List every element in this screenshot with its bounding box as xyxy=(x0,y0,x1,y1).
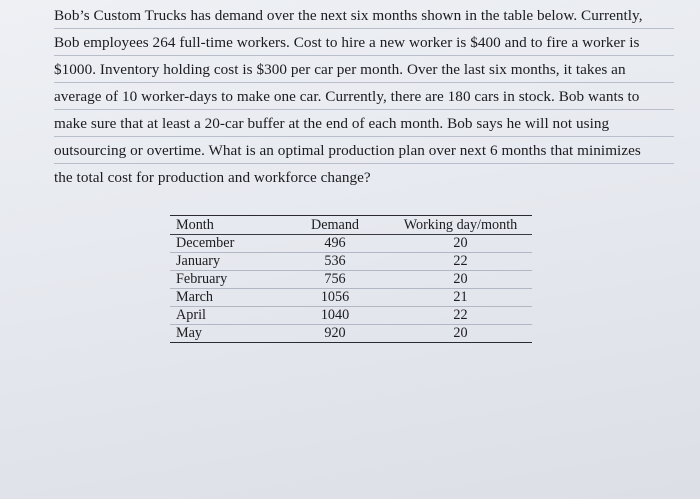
problem-line-4: average of 10 worker-days to make one car. Currently, there are 180 cars in stock. Bob wants to xyxy=(54,83,674,110)
header-working-days: Working day/month xyxy=(403,217,518,233)
cell-demand: 756 xyxy=(324,271,346,287)
table-row xyxy=(170,289,532,307)
cell-demand: 920 xyxy=(324,325,346,341)
cell-month: April xyxy=(176,307,206,323)
header-demand: Demand xyxy=(310,217,360,233)
cell-working-days: 20 xyxy=(453,235,468,251)
cell-demand: 496 xyxy=(324,235,346,251)
table-row xyxy=(170,271,532,289)
demand-table xyxy=(170,215,532,343)
problem-line-6: outsourcing or overtime. What is an optimal production plan over next 6 months that minimizes xyxy=(54,137,674,164)
problem-line-1: Bob’s Custom Trucks has demand over the next six months shown in the table below. Currently, xyxy=(54,2,674,29)
cell-month: December xyxy=(176,235,235,251)
table-row xyxy=(170,253,532,271)
cell-month: May xyxy=(176,325,203,341)
table-header-row xyxy=(170,217,532,235)
cell-demand: 1056 xyxy=(320,289,350,305)
problem-line-3: $1000. Inventory holding cost is $300 per car per month. Over the last six months, it takes an xyxy=(54,56,674,83)
problem-line-2: Bob employees 264 full-time workers. Cost to hire a new worker is $400 and to fire a worker is xyxy=(54,29,674,56)
cell-working-days: 22 xyxy=(453,307,468,323)
cell-demand: 536 xyxy=(324,253,346,269)
header-month: Month xyxy=(176,217,214,233)
table-row xyxy=(170,307,532,325)
cell-month: January xyxy=(176,253,221,269)
cell-working-days: 22 xyxy=(453,253,468,269)
cell-demand: 1040 xyxy=(320,307,350,323)
cell-working-days: 21 xyxy=(453,289,468,305)
problem-statement xyxy=(54,2,674,191)
cell-month: March xyxy=(176,289,214,305)
cell-month: February xyxy=(176,271,228,287)
problem-line-7: the total cost for production and workforce change? xyxy=(54,169,371,186)
table-row xyxy=(170,325,532,343)
cell-working-days: 20 xyxy=(453,271,468,287)
table-top-rule xyxy=(170,215,532,216)
cell-working-days: 20 xyxy=(453,325,468,341)
problem-line-5: make sure that at least a 20-car buffer at the end of each month. Bob says he will not using xyxy=(54,110,674,137)
table-row xyxy=(170,235,532,253)
